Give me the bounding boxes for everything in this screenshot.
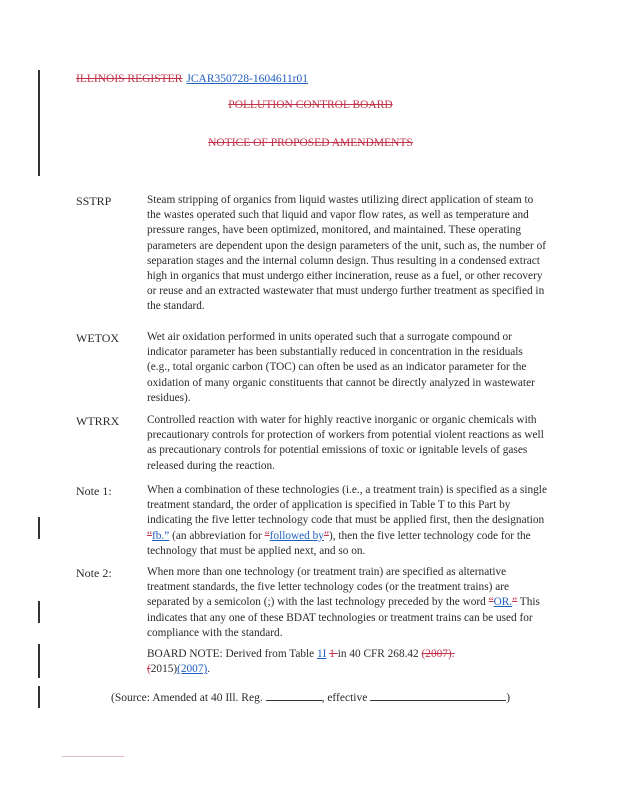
register-deleted: ILLINOIS REGISTER xyxy=(76,73,183,85)
definition-text: Wet air oxidation performed in units operated such that a surrogate compound or indicator parameter has been substantially reduced in concentration in the residuals (e.g., total organic carbon (TOC) can often be used as an indicator parameter for the oxidation of many organic constituents that cannot be directly analyzed in wastewater residues). xyxy=(147,331,535,404)
register-inserted: JCAR350728-1604611r01 xyxy=(186,73,308,85)
definition-term: WTRRX xyxy=(76,414,120,428)
change-bar xyxy=(38,644,40,678)
register-blank xyxy=(266,690,322,701)
notice-title: NOTICE OF PROPOSED AMENDMENTS xyxy=(208,137,413,149)
effective-date-blank xyxy=(370,690,506,701)
note-label: Note 2: xyxy=(76,566,112,580)
definition-term: WETOX xyxy=(76,331,120,345)
register-header xyxy=(76,73,308,85)
board-title: POLLUTION CONTROL BOARD xyxy=(228,99,393,111)
change-bar xyxy=(38,70,40,176)
definition-text: Controlled reaction with water for highly reactive inorganic or organic chemicals with precautionary controls for protection of workers from potential violent reactions as well as precautionary controls for potential emissions of toxic or ignitable levels of gases released during the reaction. xyxy=(147,414,544,472)
change-bar xyxy=(38,601,40,623)
footer-rule xyxy=(62,756,124,757)
source-line: (Source: Amended at 40 Ill. Reg. , effective ) xyxy=(111,692,511,704)
note-text: When more than one technology (or treatment train) are specified as alternative treatment standards, the five letter technology codes (or the treatment trains) are separated by a semicolon (;) with the last technology preceded by the word “OR.” This indicates that any one of these BDAT technologies or treatment trains can be used for compliance with the standard. xyxy=(147,566,540,639)
note-text: When a combination of these technologies (i.e., a treatment train) is specified as a single treatment standard, the order of application is specified in Table T to this Part by indicating the five letter technology code that must be applied first, then the designation “fb.” (an abbreviation for “followed by”), then the five letter technology code for the technology that must be applied next, and so on. xyxy=(147,484,547,557)
change-bar xyxy=(38,686,40,708)
definition-text: Steam stripping of organics from liquid wastes utilizing direct application of steam to the wastes operated such that liquid and vapor flow rates, as well as temperature and pressure ranges, have been optimized, monitored, and maintained. These operating parameters are dependent upon the design parameters of the unit, such as, the number of separation stages and the internal column design. Thus resulting in a condensed extract high in organics that must undergo either incineration, reuse as a fuel, or other recovery or reuse and an extracted wastewater that must undergo further treatment as specified in the standard. xyxy=(147,194,547,313)
definition-term: SSTRP xyxy=(76,194,112,208)
note-label: Note 1: xyxy=(76,484,112,498)
board-note: BOARD NOTE: Derived from Table 1I 1 in 40 CFR 268.42 (2007). (2015)(2007). xyxy=(147,648,455,676)
change-bar xyxy=(38,517,40,539)
